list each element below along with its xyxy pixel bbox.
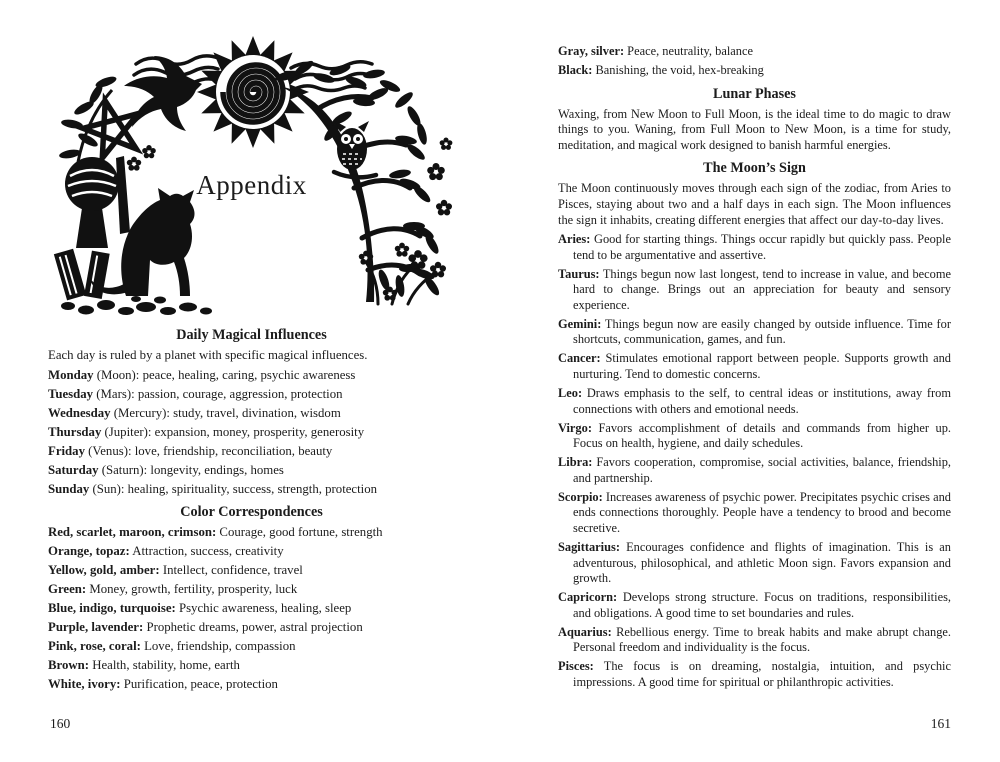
item-text: Prophetic dreams, power, astral projection [143, 620, 363, 635]
item-text: Money, growth, fertility, prosperity, luck [86, 582, 298, 597]
list-item-gemini [558, 317, 951, 348]
section-heading-moons-sign: The Moon’s Sign [703, 160, 806, 177]
list-item-green [48, 582, 455, 598]
item-term: Aries: [558, 232, 591, 247]
item-term: Cancer: [558, 351, 601, 366]
item-term: Tuesday [48, 386, 94, 401]
item-text: (Saturn): longevity, endings, homes [98, 462, 284, 477]
item-term: Aquarius: [558, 624, 612, 639]
item-text: Attraction, success, creativity [129, 544, 284, 559]
flower-bush-icon [359, 137, 453, 304]
pebbles-icon [61, 296, 212, 315]
item-text: Stimulates emotional rapport between people. Supports growth and nurturing. Tend to domestic concerns. [573, 351, 951, 382]
list-item-capricorn [558, 590, 951, 621]
item-text: Rebellious energy. Time to break habits and make abrupt change. Personal freedom and individuality is the focus. [573, 624, 951, 655]
item-text: Things begun now last longest, tend to increase in value, and become hard to change. Brings out an appreciation for beauty and sensory experience. [573, 266, 951, 312]
item-text: (Jupiter): expansion, money, prosperity, generosity [101, 424, 365, 439]
item-term: Virgo: [558, 420, 592, 435]
list-item-red [48, 525, 455, 541]
list-item-brown [48, 658, 455, 674]
list-item-friday [48, 444, 455, 460]
item-text: Intellect, confidence, travel [159, 563, 303, 578]
list-item-cancer [558, 351, 951, 382]
item-term: Taurus: [558, 266, 600, 281]
books-icon [54, 249, 110, 301]
list-item-aquarius [558, 625, 951, 656]
list-item-yellow [48, 563, 455, 579]
appendix-illustration [48, 12, 455, 320]
item-term: White, ivory: [48, 676, 121, 691]
list-item-white [48, 677, 455, 693]
item-text: Purification, peace, protection [120, 676, 278, 691]
list-item-purple [48, 620, 455, 636]
list-item-sunday [48, 482, 455, 498]
list-item-gray [558, 44, 951, 60]
item-term: Sunday [48, 481, 90, 496]
list-item-taurus [558, 267, 951, 314]
item-term: Monday [48, 367, 94, 382]
item-text: The focus is on dreaming, nostalgia, intuition, and psychic impressions. A good time for spiritual or philanthropic activities. [573, 659, 951, 689]
item-term: Scorpio: [558, 489, 603, 504]
item-text: (Mercury): study, travel, divination, wisdom [110, 405, 341, 420]
list-item-wednesday [48, 406, 455, 422]
list-item-orange [48, 544, 455, 560]
item-term: Purple, lavender: [48, 620, 144, 635]
item-text: (Sun): healing, spirituality, success, strength, protection [89, 481, 378, 496]
item-text: Courage, good fortune, strength [216, 525, 383, 540]
lunar-phases-body: Waxing, from New Moon to Full Moon, is the ideal time to do magic to draw things to you. Waning, from Full Moon to New Moon, is a time for study, meditation, and magical work designed to banish harmful energies. [558, 106, 951, 152]
list-item-virgo [558, 421, 951, 452]
section-heading-lunar-phases: Lunar Phases [713, 85, 796, 102]
item-term: Capricorn: [558, 590, 618, 605]
item-text: Develops strong structure. Focus on traditions, responsibilities, and obligations. A good time to set boundaries and rules. [573, 590, 951, 620]
item-term: Black: [558, 62, 593, 77]
item-text: (Venus): love, friendship, reconciliation, beauty [84, 443, 333, 458]
item-term: Sagittarius: [558, 539, 620, 554]
item-text: Things begun now are easily changed by outside influence. Time for shortcuts, communication, games, and fun. [573, 316, 951, 347]
item-term: Gemini: [558, 316, 602, 331]
owl-icon [334, 121, 376, 177]
item-term: Orange, topaz: [48, 544, 130, 559]
list-item-black [558, 63, 951, 79]
moons-sign-body: The Moon continuously moves through each sign of the zodiac, from Aries to Pisces, staying about two and a half days in each sign. The Moon influences the sign it inhabits, creating different energies that affect our day-to-day lives. [558, 181, 951, 227]
list-item-pink [48, 639, 455, 655]
item-term: Libra: [558, 455, 593, 470]
item-text: Love, friendship, compassion [140, 639, 296, 653]
list-item-sagittarius [558, 540, 951, 587]
item-text: Good for starting things. Things occur rapidly but quickly pass. People tend to be argumentative and assertive. [573, 232, 951, 262]
section-heading-daily-influences: Daily Magical Influences [176, 327, 327, 343]
list-item-pisces [558, 659, 951, 690]
woodcut-arch-art [48, 12, 455, 320]
item-term: Blue, indigo, turquoise: [48, 601, 176, 616]
list-item-leo [558, 386, 951, 417]
list-item-tuesday [48, 387, 455, 403]
color-list-continued [558, 44, 951, 79]
item-term: Pisces: [558, 659, 594, 674]
color-correspondences-list [48, 525, 455, 692]
item-text: Banishing, the void, hex-breaking [592, 62, 764, 77]
page-number-left: 160 [50, 716, 71, 731]
appendix-title: Appendix [196, 170, 307, 200]
item-term: Green: [48, 582, 87, 597]
item-term: Yellow, gold, amber: [48, 563, 160, 578]
list-item-monday [48, 368, 455, 384]
item-term: Saturday [48, 462, 99, 477]
item-term: Pink, rose, coral: [48, 639, 141, 653]
section-heading-color-correspondences: Color Correspondences [180, 504, 323, 521]
list-item-blue [48, 601, 455, 617]
list-item-thursday [48, 425, 455, 441]
page-right [558, 0, 951, 762]
item-text: Psychic awareness, healing, sleep [175, 601, 352, 616]
list-item-saturday [48, 463, 455, 479]
item-text: (Mars): passion, courage, aggression, protection [93, 386, 343, 401]
list-item-aries [558, 232, 951, 263]
item-term: Leo: [558, 386, 583, 401]
item-text: Peace, neutrality, balance [624, 44, 753, 58]
item-term: Wednesday [48, 405, 111, 420]
item-term: Gray, silver: [558, 44, 625, 58]
list-item-libra [558, 455, 951, 486]
item-text: Encourages confidence and flights of imagination. This is an adventurous, philosophical, and athletic Moon sign. Favors expansion and growth. [573, 539, 951, 586]
page-number-right: 161 [930, 716, 951, 731]
item-text: (Moon): peace, healing, caring, psychic awareness [93, 367, 356, 382]
item-term: Thursday [48, 424, 102, 439]
item-text: Favors cooperation, compromise, social activities, balance, friendship, and partnership. [573, 455, 951, 485]
list-item-scorpio [558, 490, 951, 537]
zodiac-list [558, 232, 951, 690]
item-term: Red, scarlet, maroon, crimson: [48, 525, 217, 540]
item-term: Brown: [48, 657, 90, 672]
item-text: Health, stability, home, earth [89, 657, 240, 672]
item-text: Draws emphasis to the self, to central ideas or institutions, away from connections with others and emotional needs. [573, 386, 951, 416]
daily-influences-list [48, 368, 455, 498]
item-text: Favors accomplishment of details and commands from higher up. Focus on health, hygiene, and daily schedules. [573, 420, 951, 451]
item-term: Friday [48, 443, 85, 458]
page-left [48, 0, 455, 762]
daily-influences-intro: Each day is ruled by a planet with specific magical influences. [48, 348, 368, 362]
item-text: Increases awareness of psychic power. Precipitates psychic crises and ends connections thoroughly. People have a tendency to brood and become secretive. [573, 489, 951, 535]
